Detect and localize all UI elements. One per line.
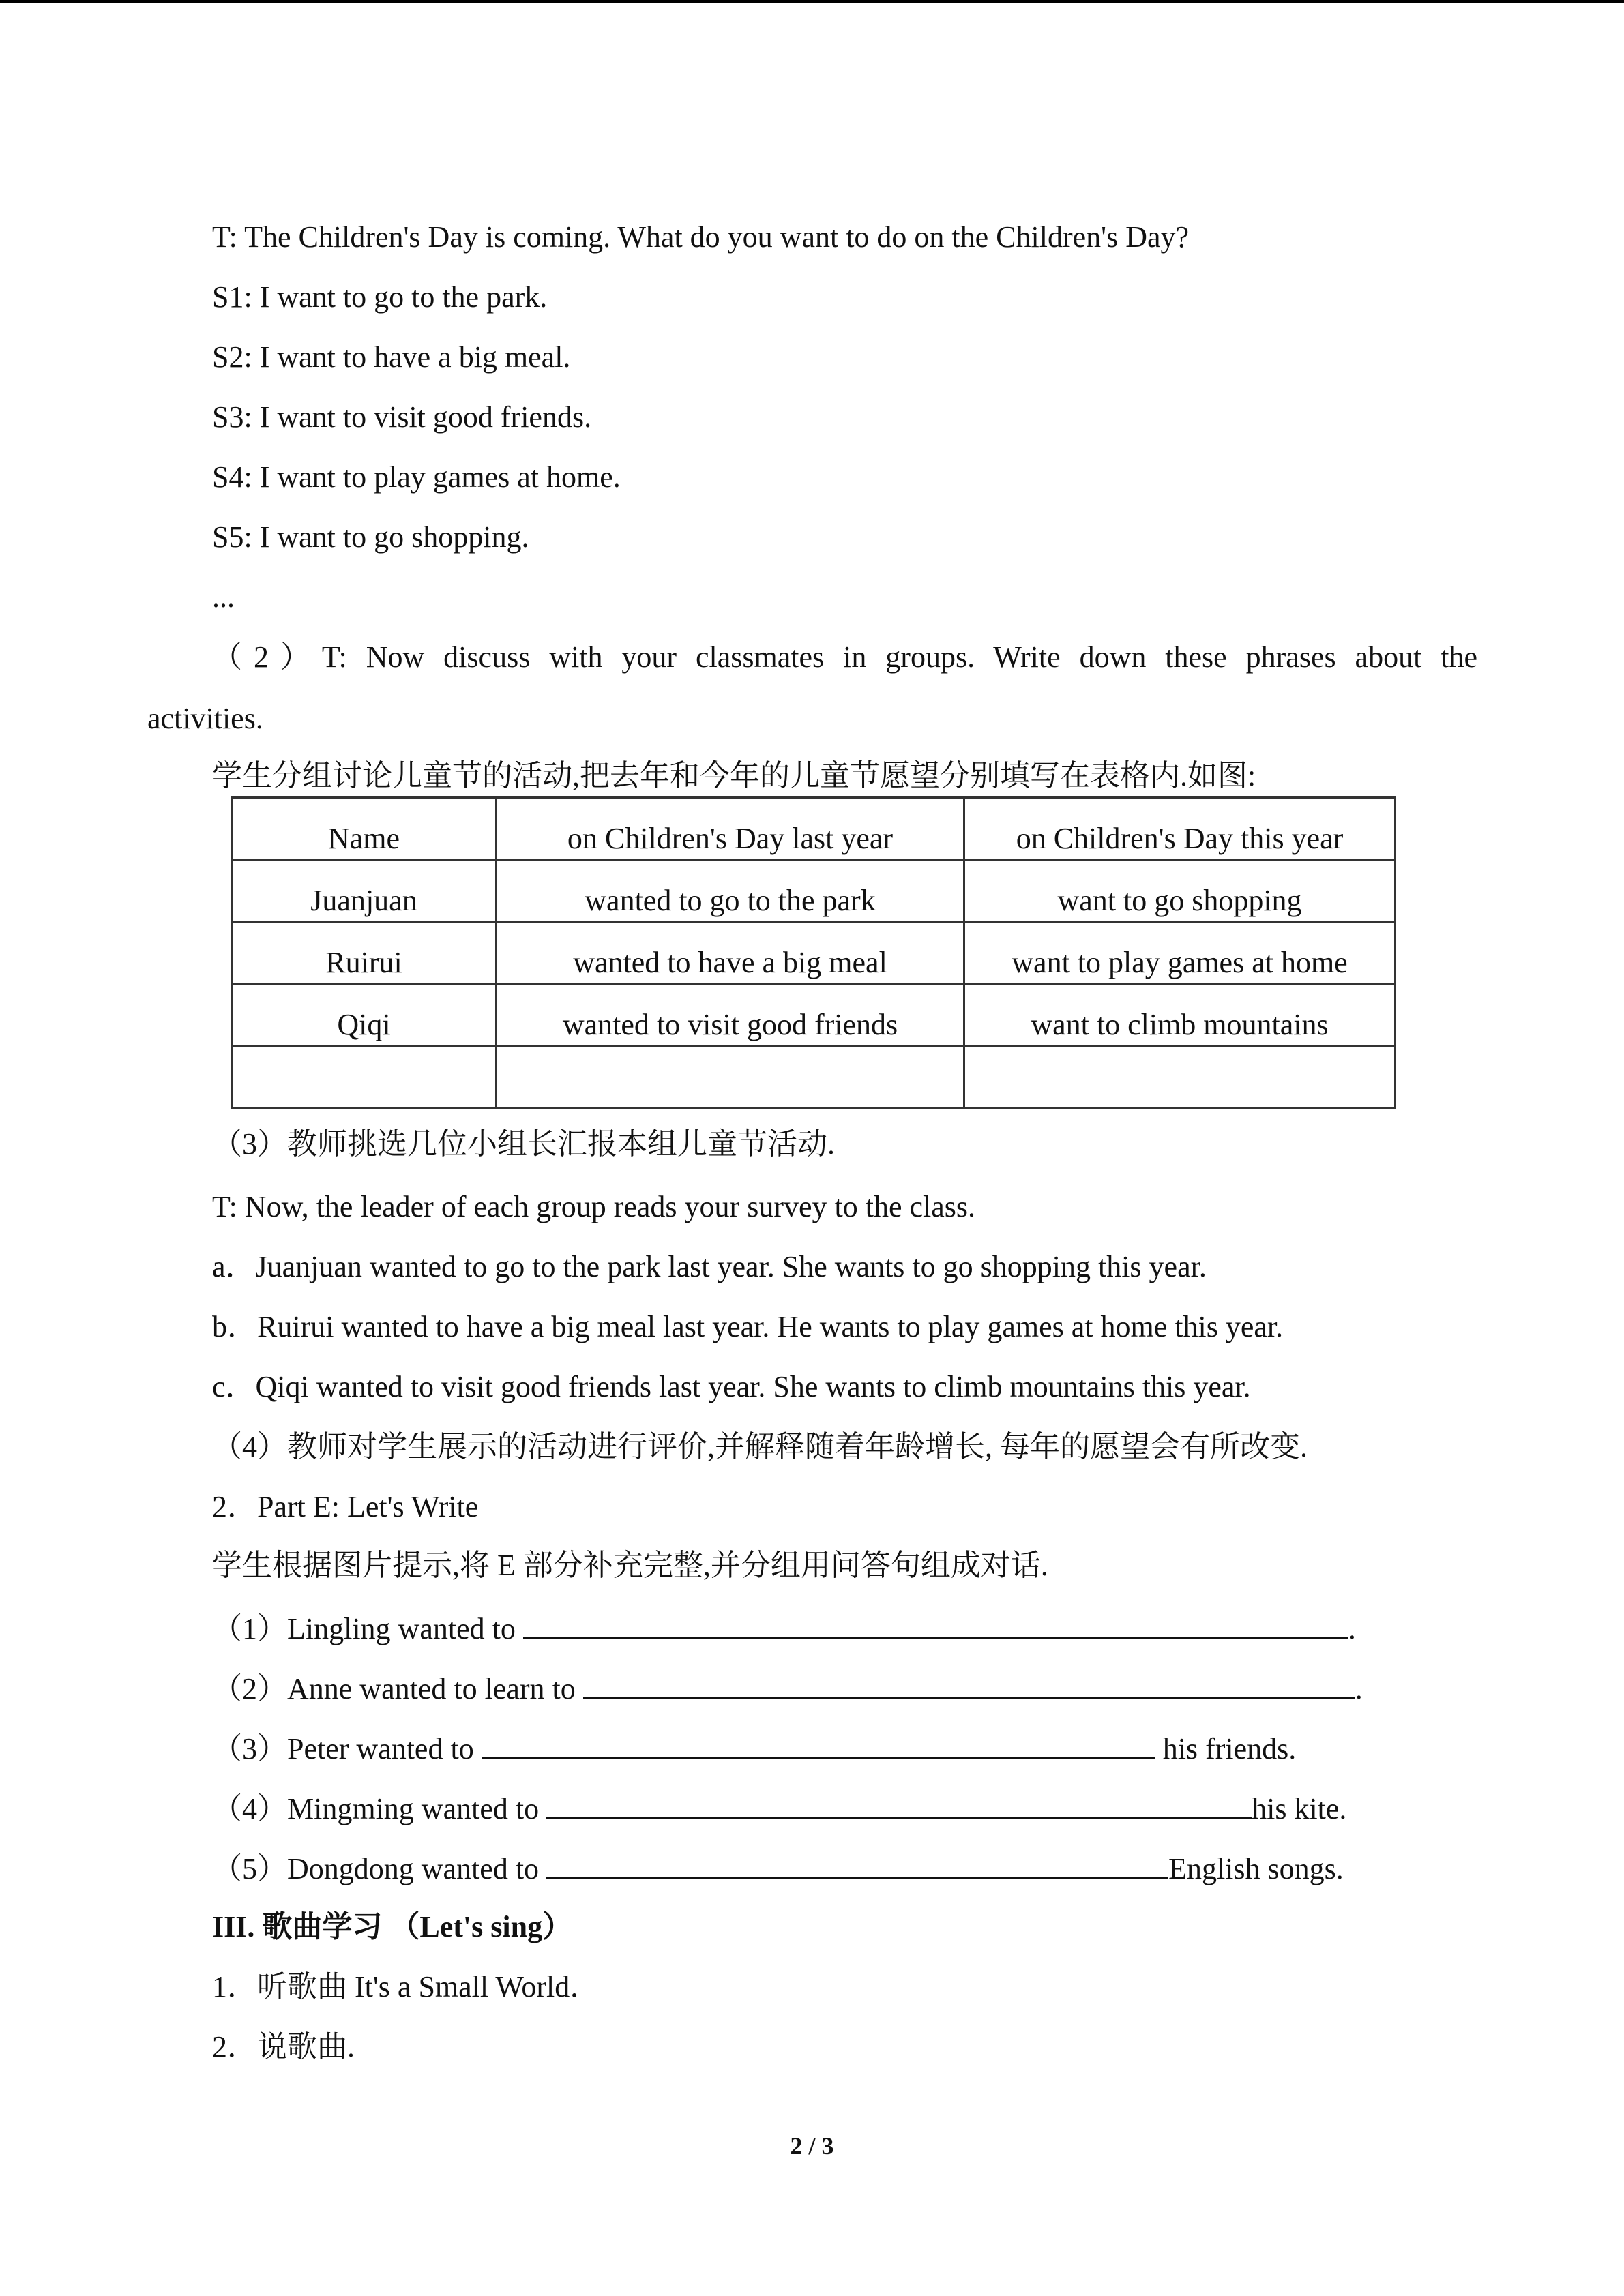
page-number: 2 / 3 (790, 2132, 834, 2160)
step3-heading: （3）教师挑选几位小组长汇报本组儿童节活动. (212, 1127, 835, 1161)
survey-table (231, 796, 1396, 1109)
fill-item-prefix: （1）Lingling wanted to (212, 1612, 523, 1645)
fill-item-suffix: his kite. (1252, 1792, 1347, 1825)
student-3-answer: S3: I want to visit good friends. (212, 400, 592, 434)
table-cell (964, 1046, 1396, 1108)
table-cell: Juanjuan (232, 860, 497, 922)
student-5-answer: S5: I want to go shopping. (212, 520, 529, 554)
part-e-title: 2．Part E: Let's Write (212, 1490, 479, 1523)
table-cell: want to play games at home (964, 922, 1396, 984)
top-border (0, 0, 1624, 3)
teacher-question: T: The Children's Day is coming. What do you want to do on the Children's Day? (212, 220, 1190, 254)
fill-item-5 (212, 1847, 1344, 1890)
fill-item-1 (212, 1607, 1356, 1650)
table-row (232, 984, 1396, 1046)
answer-blank-3[interactable] (482, 1727, 1155, 1759)
fill-item-3 (212, 1727, 1296, 1770)
table-cell (497, 1046, 964, 1108)
report-b: b．Ruirui wanted to have a big meal last year. He wants to play games at home this year. (212, 1310, 1284, 1343)
answer-blank-1[interactable] (523, 1607, 1348, 1639)
table-cell: Qiqi (232, 984, 497, 1046)
table-cell: want to go shopping (964, 860, 1396, 922)
student-1-answer: S1: I want to go to the park. (212, 280, 548, 314)
section3-item1: 1．听歌曲 It's a Small World． (212, 1970, 600, 2003)
answer-blank-5[interactable] (546, 1847, 1168, 1879)
fill-item-suffix: . (1355, 1672, 1363, 1705)
section3-title: III. 歌曲学习 （Let's sing） (212, 1910, 573, 1943)
table-cell (232, 1046, 497, 1108)
fill-item-suffix: English songs. (1168, 1852, 1344, 1885)
table-cell: wanted to have a big meal (497, 922, 964, 984)
header-cell-this-year: on Children's Day this year (964, 798, 1396, 860)
student-4-answer: S4: I want to play games at home. (212, 460, 621, 494)
answer-blank-2[interactable] (583, 1667, 1355, 1699)
step2-line1: （2）T: Now discuss with your classmates in groups. Write down these phrases about the (212, 640, 1477, 674)
fill-item-prefix: （4）Mingming wanted to (212, 1792, 547, 1825)
fill-item-suffix: his friends. (1155, 1732, 1297, 1765)
fill-item-prefix: （5）Dongdong wanted to (212, 1852, 547, 1885)
step3-teacher: T: Now, the leader of each group reads your survey to the class. (212, 1190, 976, 1223)
fill-item-4 (212, 1787, 1346, 1830)
table-cell: want to climb mountains (964, 984, 1396, 1046)
part-e-instruction: 学生根据图片提示,将 E 部分补充完整,并分组用问答句组成对话. (212, 1549, 1048, 1582)
table-header-row (232, 798, 1396, 860)
fill-item-prefix: （3）Peter wanted to (212, 1732, 482, 1765)
ellipsis: ... (212, 580, 235, 614)
table-row (232, 922, 1396, 984)
section3-item2: 2．说歌曲. (212, 2030, 355, 2063)
report-a: a．Juanjuan wanted to go to the park last year. She wants to go shopping this year. (212, 1250, 1207, 1283)
fill-item-2 (212, 1667, 1363, 1710)
table-cell: wanted to go to the park (497, 860, 964, 922)
step2-instruction: 学生分组讨论儿童节的活动,把去年和今年的儿童节愿望分别填写在表格内.如图: (212, 759, 1256, 792)
fill-item-prefix: （2）Anne wanted to learn to (212, 1672, 583, 1705)
header-cell-last-year: on Children's Day last year (497, 798, 964, 860)
step4: （4）教师对学生展示的活动进行评价,并解释随着年龄增长, 每年的愿望会有所改变. (212, 1430, 1308, 1463)
step2-line2: activities. (147, 702, 263, 735)
table-row-empty (232, 1046, 1396, 1108)
table-cell: wanted to visit good friends (497, 984, 964, 1046)
student-2-answer: S2: I want to have a big meal. (212, 340, 571, 374)
header-cell-name: Name (232, 798, 497, 860)
report-c: c．Qiqi wanted to visit good friends last year. She wants to climb mountains this year. (212, 1370, 1251, 1403)
answer-blank-4[interactable] (546, 1787, 1252, 1819)
fill-item-suffix: . (1348, 1612, 1356, 1645)
table-row (232, 860, 1396, 922)
table-cell: Ruirui (232, 922, 497, 984)
